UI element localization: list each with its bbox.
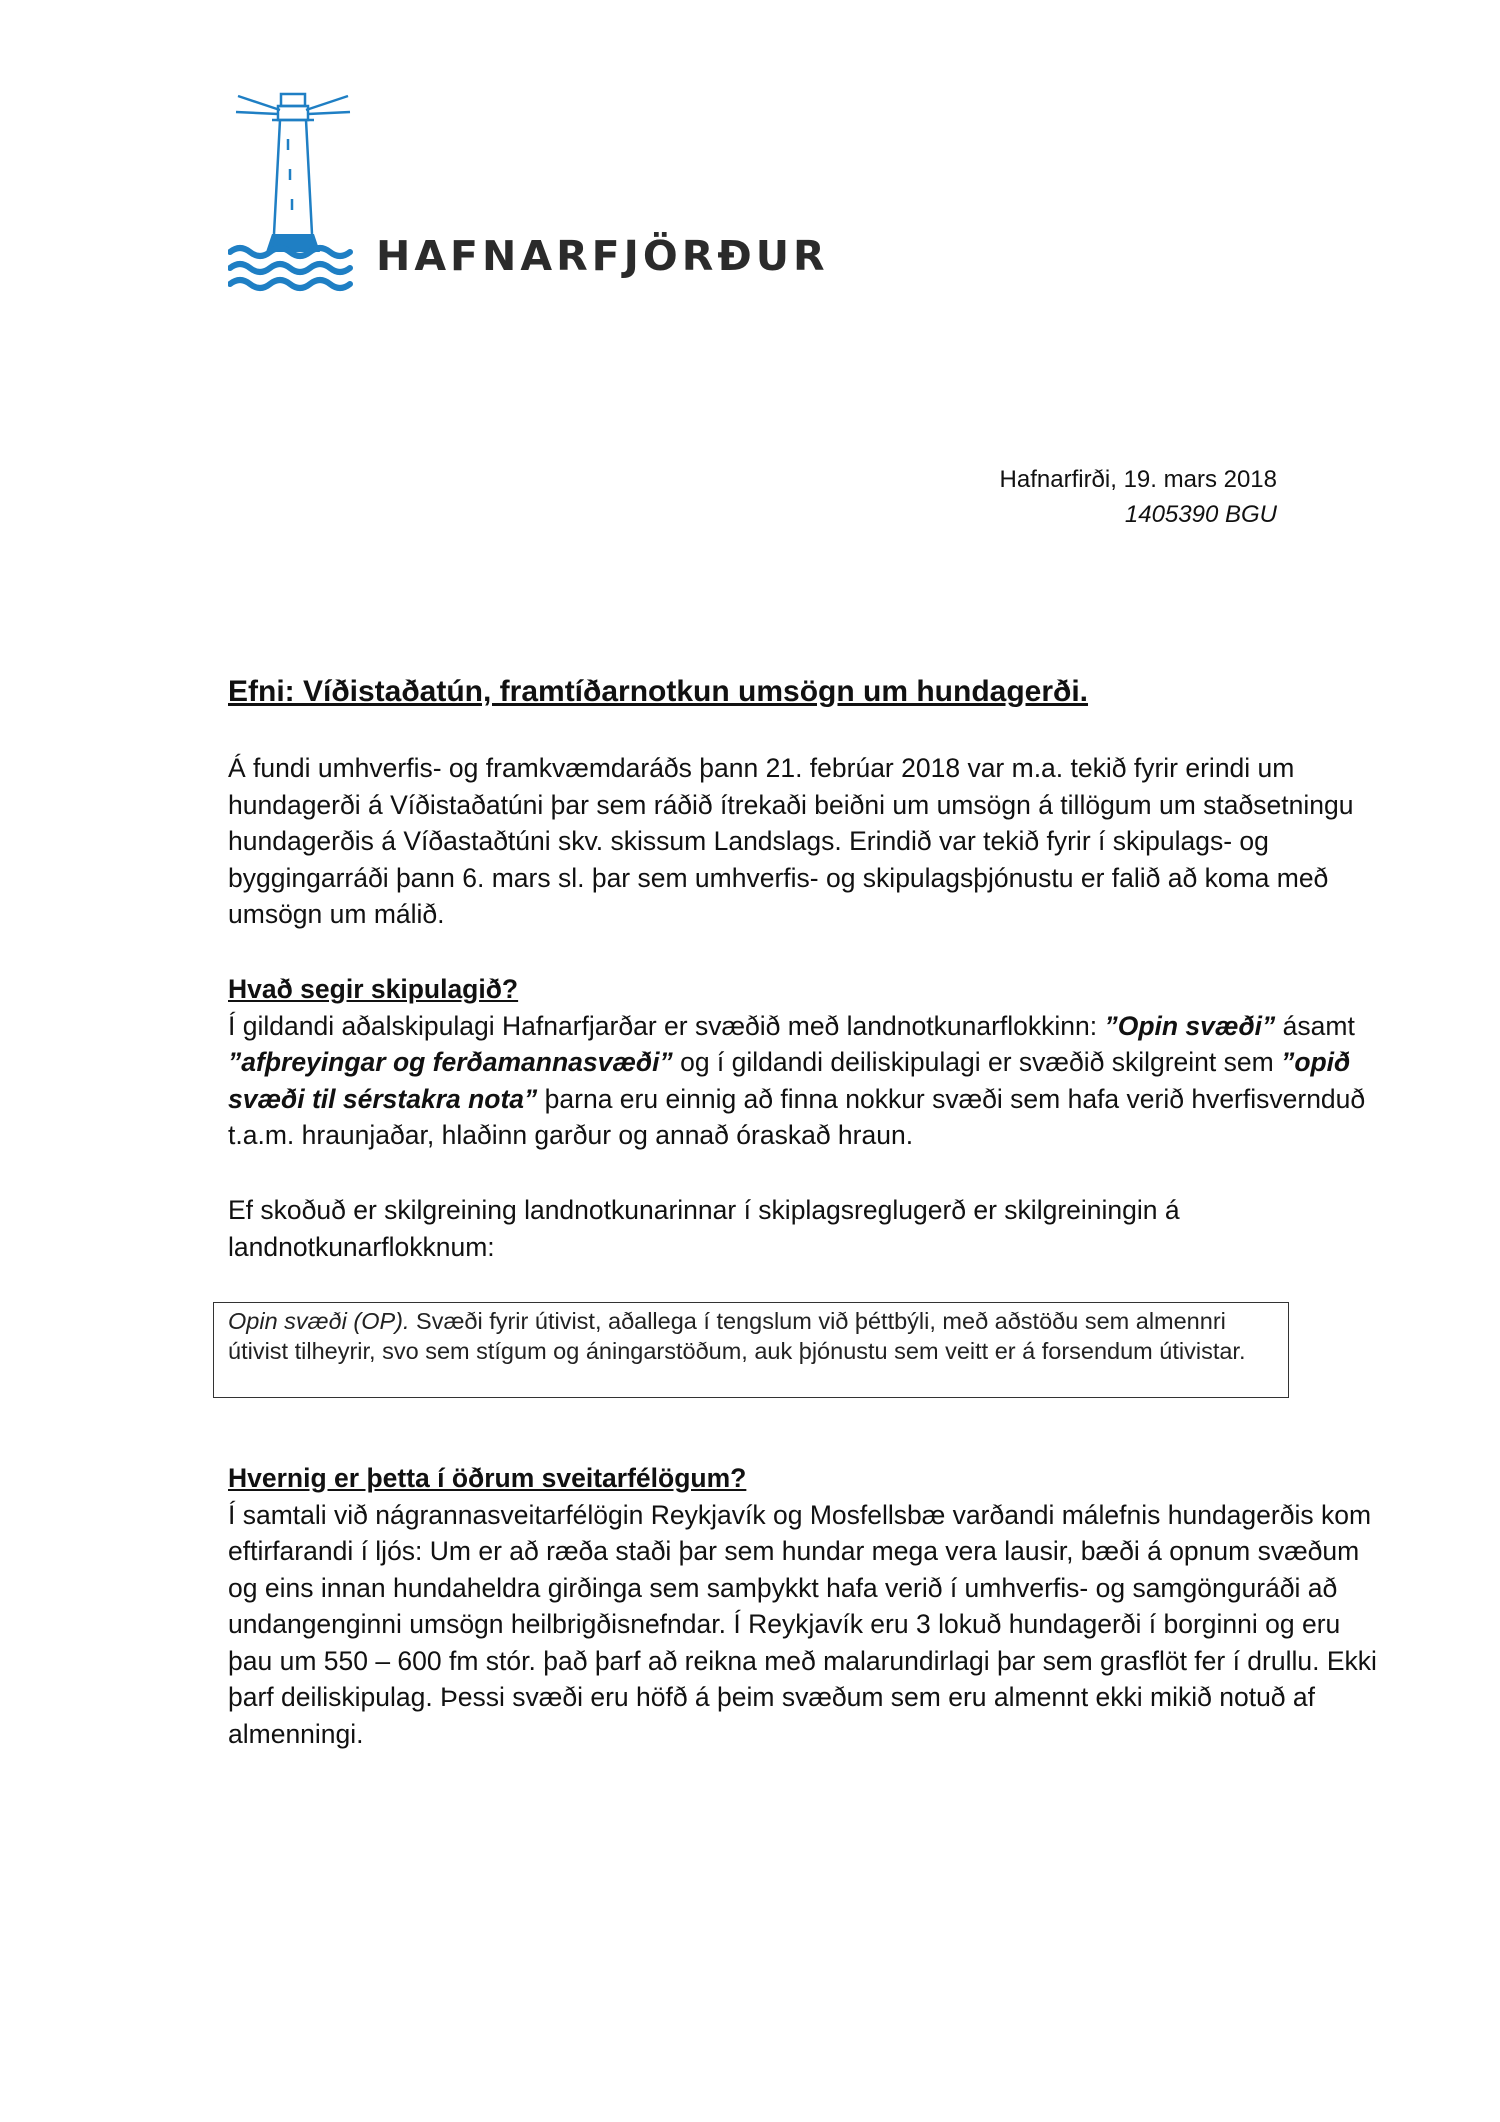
reference-number: 1405390 BGU [1124, 501, 1277, 528]
section-municipalities-text: Í samtali við nágrannasveitarfélögin Reykjavík og Mosfellsbæ varðandi málefnis hundagerðis kom eftirfarandi í ljós: Um er að ræða staði þar sem hundar mega vera lausir, bæði á opnum svæðum og eins innan hundaheldra girðinga sem samþykkt hafa verið í umhverfis- og samgönguráði að undangenginni umsögn heilbrigðisnefndar. Í Reykjavík eru 3 lokuð hundagerði í borginni og eru þau um 550 – 600 fm stór. það þarf að reikna með malarundirlagi þar sem grasflöt fer í drullu. Ekki þarf deiliskipulag. Þessi svæði eru höfð á þeim svæðum sem eru almennt ekki mikið notuð af almenningi. [228, 1499, 1377, 1749]
land-use-text: Ef skoðuð er skilgreining landnotkunarinnar í skiplagsreglugerð er skilgreiningin á landnotkunarflokknum: [228, 1195, 1180, 1262]
section-planning-text: Í gildandi aðalskipulagi Hafnarfjarðar er svæðið með landnotkunarflokkinn: ”Opin svæði” ásamt ”afþreyingar og ferðamannasvæði” og í gildandi deiliskipulagi er svæðið skilgreint sem ”opið svæði til sérstakra nota” þarna eru einnig að finna nokkur svæði sem hafa verið hverfisvernduð t.a.m. hraunjaðar, hlaðinn garður og annað óraskað hraun. [228, 1010, 1366, 1150]
definition-box [213, 1302, 1289, 1398]
definition-term: Opin svæði (OP). [228, 1308, 410, 1334]
letter-subject: Efni: Víðistaðatún, framtíðarnotkun umsögn um hundagerði. [228, 675, 1089, 708]
section-planning-heading: Hvað segir skipulagið? [228, 974, 519, 1004]
definition-text: Svæði fyrir útivist, aðallega í tengslum við þéttbýli, með aðstöðu sem almennri útivist tilheyrir, svo sem stígum og áningarstöðum, auk þjónustu sem veitt er á forsendum útivistar. [228, 1308, 1246, 1364]
land-use-paragraph [228, 1192, 1378, 1265]
intro-text: Á fundi umhverfis- og framkvæmdaráðs þann 21. febrúar 2018 var m.a. tekið fyrir erindi um hundagerði á Víðistaðatúni þar sem ráðið ítrekaði beiðni um umsögn á tillögum um staðsetningu hundagerðis á Víðastaðtúni skv. skissum Landslags. Erindið var tekið fyrir í skipulags- og byggingarráði þann 6. mars sl. þar sem umhverfis- og skipulagsþjónustu er falið að koma með umsögn um málið. [228, 753, 1354, 929]
date-block [1000, 462, 1277, 532]
date-line: Hafnarfirði, 19. mars 2018 [999, 466, 1277, 493]
section-planning [228, 971, 1378, 1154]
intro-paragraph [228, 750, 1378, 933]
lighthouse-waves-icon [228, 84, 358, 294]
section-municipalities-heading: Hvernig er þetta í öðrum sveitarfélögum? [228, 1463, 747, 1493]
section-municipalities [228, 1460, 1378, 1752]
organization-name: HAFNARFJÖRÐUR [376, 232, 829, 280]
